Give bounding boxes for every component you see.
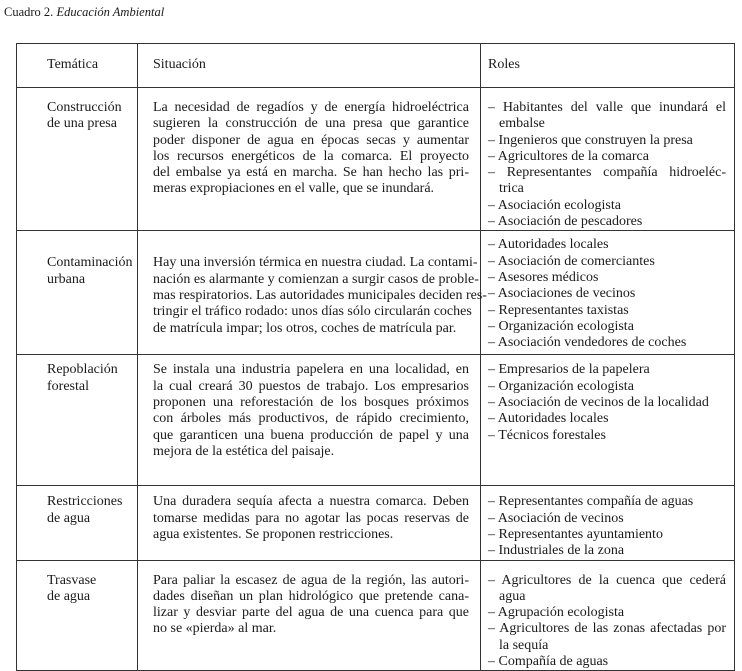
role-text: – Asociación de comerciantes: [488, 253, 655, 269]
role-text: – Habitantes del valle que inundará el: [488, 100, 726, 115]
situacion-line: sugieren la construcción de una presa que garantice: [153, 116, 469, 132]
role-item: [488, 395, 726, 411]
table-row: [17, 88, 735, 231]
role-text: – Organización ecologista: [488, 378, 634, 394]
cell-tematica: [17, 231, 138, 355]
cell-situacion: [138, 231, 487, 355]
role-item: [488, 286, 726, 302]
role-item: [488, 621, 726, 654]
role-text: – Compañía de aguas: [488, 654, 609, 670]
role-item: [488, 198, 726, 214]
role-item: [488, 100, 726, 133]
role-item: [488, 254, 726, 270]
header-tematica: Temática: [17, 44, 138, 88]
cell-tematica: [17, 486, 138, 560]
table-row: [17, 560, 735, 671]
situacion-line: meras expropiaciones en el valle, que se inundará.: [153, 181, 435, 197]
role-item: [488, 362, 726, 378]
role-text: – Organización ecologista: [488, 318, 634, 334]
role-text: – Agricultores de la cuenca que cederá: [488, 572, 726, 588]
role-item: [488, 149, 726, 165]
role-text: – Representantes taxistas: [488, 302, 629, 318]
situacion-line: proponen una reforestación de los bosques próximos: [153, 394, 469, 410]
tematica-line: urbana: [47, 271, 86, 287]
role-text: – Ingenieros que construyen la presa: [488, 132, 693, 148]
role-text: – Asociación de vecinos de la localidad: [488, 394, 709, 410]
role-text: – Empresarios de la papelera: [488, 362, 650, 378]
role-text: – Asociación ecologista: [488, 197, 621, 213]
role-item: [488, 237, 726, 253]
role-item: [488, 165, 726, 198]
tematica-line: Contaminación: [47, 255, 133, 271]
role-item: [488, 494, 726, 510]
situacion-line: Una duradera sequía afecta a nuestra comarca. Deben: [153, 494, 469, 510]
tematica-line: Construcción: [47, 100, 122, 115]
role-item: [488, 411, 726, 427]
role-text: – Autoridades locales: [488, 411, 609, 427]
role-text: – Autoridades locales: [488, 237, 609, 253]
role-text: – Representantes ayuntamiento: [488, 526, 663, 542]
situacion-line: tringir el tráfico rodado: unos días sólo circularán coches: [153, 304, 472, 320]
role-text: – Asociaciones de vecinos: [488, 286, 636, 302]
role-item: [488, 428, 726, 444]
role-item: [488, 511, 726, 527]
situacion-line: no se «pierda» al mar.: [153, 621, 277, 637]
tematica-line: de agua: [47, 510, 91, 526]
role-item: [488, 270, 726, 286]
cell-situacion: [138, 560, 481, 671]
tematica-line: Trasvase: [47, 572, 97, 588]
role-item: [488, 379, 726, 395]
role-text: embalse: [499, 116, 545, 132]
role-text: – Asesores médicos: [488, 269, 599, 285]
role-text: agua: [499, 588, 526, 604]
table-row: [17, 355, 735, 486]
education-table: [16, 43, 735, 671]
cell-tematica: [17, 560, 138, 671]
situacion-line: mejora de la estética del paisaje.: [153, 443, 335, 459]
situacion-line: Hay una inversión térmica en nuestra ciudad. La contami-: [153, 255, 478, 271]
role-item: [488, 605, 726, 621]
role-text: – Representantes compañía hidroeléc-: [488, 165, 726, 181]
caption-title: Educación Ambiental: [56, 5, 165, 19]
role-item: [488, 303, 726, 319]
situacion-line: con árboles más productivos, de rápido crecimiento,: [153, 411, 469, 427]
tematica-line: Repoblación: [47, 362, 118, 378]
table-caption: [4, 5, 164, 20]
situacion-line: agua existentes. Se proponen restricciones.: [153, 526, 394, 542]
role-text: – Agricultores de las zonas afectadas por: [488, 621, 726, 637]
role-item: [488, 335, 726, 351]
table-row: [17, 486, 735, 560]
table-row: [17, 231, 735, 355]
role-item: [488, 527, 726, 543]
role-text: – Agricultores de la comarca: [488, 148, 649, 164]
situacion-line: los recursos energéticos de la comarca. El proyecto: [153, 148, 469, 164]
situacion-line: Para paliar la escasez de agua de la región, las autori-: [153, 572, 469, 588]
tematica-line: de una presa: [47, 116, 117, 132]
role-text: – Industriales de la zona: [488, 543, 625, 559]
role-text: – Agrupación ecologista: [488, 605, 625, 621]
cell-situacion: [138, 355, 481, 486]
situacion-line: dades diseñan un plan hidrológico que pretende cana-: [153, 588, 469, 604]
header-situacion: Situación: [138, 44, 481, 88]
role-text: – Asociación de pescadores: [488, 214, 643, 230]
role-item: [488, 319, 726, 335]
tematica-line: forestal: [47, 378, 89, 394]
role-text: trica: [499, 181, 524, 197]
tematica-line: Restricciones: [47, 494, 123, 510]
situacion-line: del embalse ya está en marcha. Se han hecho las pri-: [153, 165, 469, 181]
cell-roles: [481, 88, 735, 231]
header-row: [17, 44, 735, 88]
cell-roles: [481, 355, 735, 486]
role-text: – Asociación vendedores de coches: [488, 335, 687, 351]
situacion-line: poder disponer de agua en épocas secas y aumentar: [153, 132, 469, 148]
role-text: – Representantes compañía de aguas: [488, 494, 694, 510]
role-item: [488, 214, 726, 230]
cell-tematica: [17, 88, 138, 231]
situacion-line: lizar y desviar parte del agua de una cuenca para que: [153, 605, 469, 621]
situacion-line: nación es alarmante y comienzan a surgir casos de proble-: [153, 271, 479, 287]
role-item: [488, 133, 726, 149]
cell-roles: [481, 231, 735, 355]
cell-situacion: [138, 486, 481, 560]
situacion-line: Se instala una industria papelera en una localidad, en: [153, 362, 469, 378]
cell-roles: [481, 560, 735, 671]
situacion-line: La necesidad de regadíos y de energía hidroeléctrica: [153, 100, 469, 115]
role-item: [488, 573, 726, 606]
situacion-line: que garanticen una buena producción de papel y una: [153, 427, 469, 443]
role-item: [488, 543, 726, 559]
role-text: – Asociación de vecinos: [488, 510, 624, 526]
cell-roles: [481, 486, 735, 560]
caption-prefix: Cuadro 2.: [4, 5, 54, 19]
situacion-line: la cual creará 30 puestos de trabajo. Los empresarios: [153, 378, 469, 394]
situacion-line: mas respiratorios. Las autoridades municipales deciden res-: [153, 287, 487, 303]
role-text: la sequía: [499, 637, 549, 653]
situacion-line: de matrícula impar; los otros, coches de matrícula par.: [153, 320, 457, 336]
cell-situacion: [138, 88, 481, 231]
header-roles: Roles: [481, 44, 735, 88]
role-text: – Técnicos forestales: [488, 427, 606, 443]
situacion-line: tomarse medidas para no agotar las pocas reservas de: [153, 510, 469, 526]
tematica-line: de agua: [47, 588, 91, 604]
cell-tematica: [17, 355, 138, 486]
role-item: [488, 654, 726, 670]
